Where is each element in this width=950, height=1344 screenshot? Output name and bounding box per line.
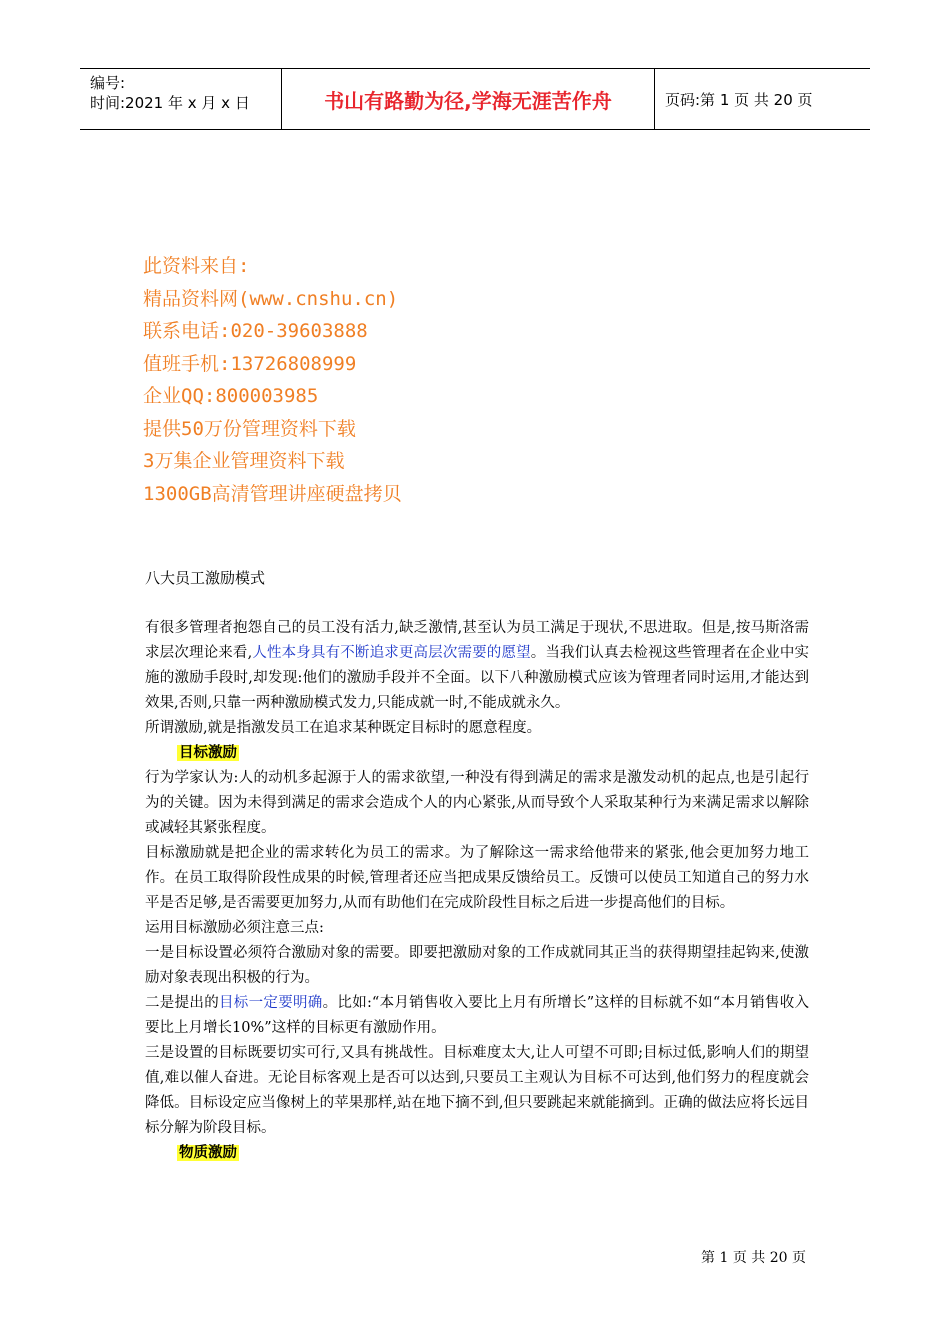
paragraph: 一是目标设置必须符合激励对象的需要。即要把激励对象的工作成就同其正当的获得期望挂起钩来,使激励对象表现出积极的行为。 <box>145 945 809 986</box>
promo-block <box>143 250 402 510</box>
paragraph: 所谓激励,就是指激发员工在追求某种既定目标时的愿意程度。 <box>145 720 542 736</box>
section-heading <box>145 741 809 766</box>
paragraph <box>145 991 809 1041</box>
document-header <box>80 68 870 130</box>
time-label: 时间:2021 年 x 月 x 日 <box>90 94 250 112</box>
text-run: 。当我们认真去检视这些管理者在企业中实施的激励手段时,却发现:他们的激励手段并不全面。以下八种激励模式应该为管理者同时运用,才能达到效果,否则,只靠一两种激励模式发力,只能成就一时,不能成就永久。 <box>145 645 810 711</box>
section-heading <box>145 1141 809 1166</box>
promo-line: 联系电话:020-39603888 <box>143 320 368 342</box>
promo-line: 1300GB高清管理讲座硬盘拷贝 <box>143 482 402 505</box>
document-title: 八大员工激励模式 <box>145 569 266 587</box>
page-footer: 第 1 页 共 20 页 <box>701 1250 806 1266</box>
header-meta <box>80 69 282 129</box>
header-motto: 书山有路勤为径,学海无涯苦作舟 <box>324 88 612 113</box>
header-motto-cell <box>282 69 655 129</box>
text-run: 。比如:“本月销售收入要比上月有所增长”这样的目标就不如“本月销售收入要比上月增长10%”这样的目标更有激励作用。 <box>145 995 810 1036</box>
text-run: 二是提出的 <box>145 995 219 1011</box>
header-page-label: 页码:第 1 页 共 20 页 <box>665 90 813 109</box>
promo-line: 值班手机:13726808999 <box>143 352 357 375</box>
document-body <box>145 616 809 1166</box>
promo-line: 企业QQ:800003985 <box>143 385 319 407</box>
blue-link[interactable]: 人性本身具有不断追求更高层次需要的愿望 <box>252 645 531 661</box>
promo-line: 此资料来自: <box>143 255 250 277</box>
number-label: 编号: <box>90 74 126 92</box>
paragraph: 行为学家认为:人的动机多起源于人的需求欲望,一种没有得到满足的需求是激发动机的起点,也是引起行为的关键。因为未得到满足的需求会造成个人的内心紧张,从而导致个人采取某种行为来满足需求以解除或减轻其紧张程度。 <box>145 770 809 836</box>
highlighted-heading: 物质激励 <box>179 1145 237 1161</box>
promo-line: 精品资料网(www.cnshu.cn) <box>143 287 399 310</box>
highlighted-heading: 目标激励 <box>179 745 237 761</box>
text-run: 有很多管理者抱怨自己的员工没有活力,缺乏激情,甚至认为员工满足于现状,不思进取。但是,按马斯洛需求层次理论来看, <box>145 620 809 661</box>
promo-line: 提供50万份管理资料下载 <box>143 417 356 440</box>
paragraph: 目标激励就是把企业的需求转化为员工的需求。为了解除这一需求给他带来的紧张,他会更加努力地工作。在员工取得阶段性成果的时候,管理者还应当把成果反馈给员工。反馈可以使员工知道自己的努力水平是否足够,是否需要更加努力,从而有助他们在完成阶段性目标之后进一步提高他们的目标。 <box>145 845 809 911</box>
header-page <box>655 69 870 129</box>
paragraph: 运用目标激励必须注意三点: <box>145 920 324 936</box>
paragraph <box>145 616 809 716</box>
paragraph: 三是设置的目标既要切实可行,又具有挑战性。目标难度太大,让人可望不可即;目标过低,影响人们的期望值,难以催人奋进。无论目标客观上是否可以达到,只要员工主观认为目标不可达到,他们努力的程度就会降低。目标设定应当像树上的苹果那样,站在地下摘不到,但只要跳起来就能摘到。正确的做法应将长远目标分解为阶段目标。 <box>145 1045 809 1136</box>
promo-line: 3万集企业管理资料下载 <box>143 450 345 472</box>
blue-link[interactable]: 目标一定要明确 <box>219 995 323 1011</box>
